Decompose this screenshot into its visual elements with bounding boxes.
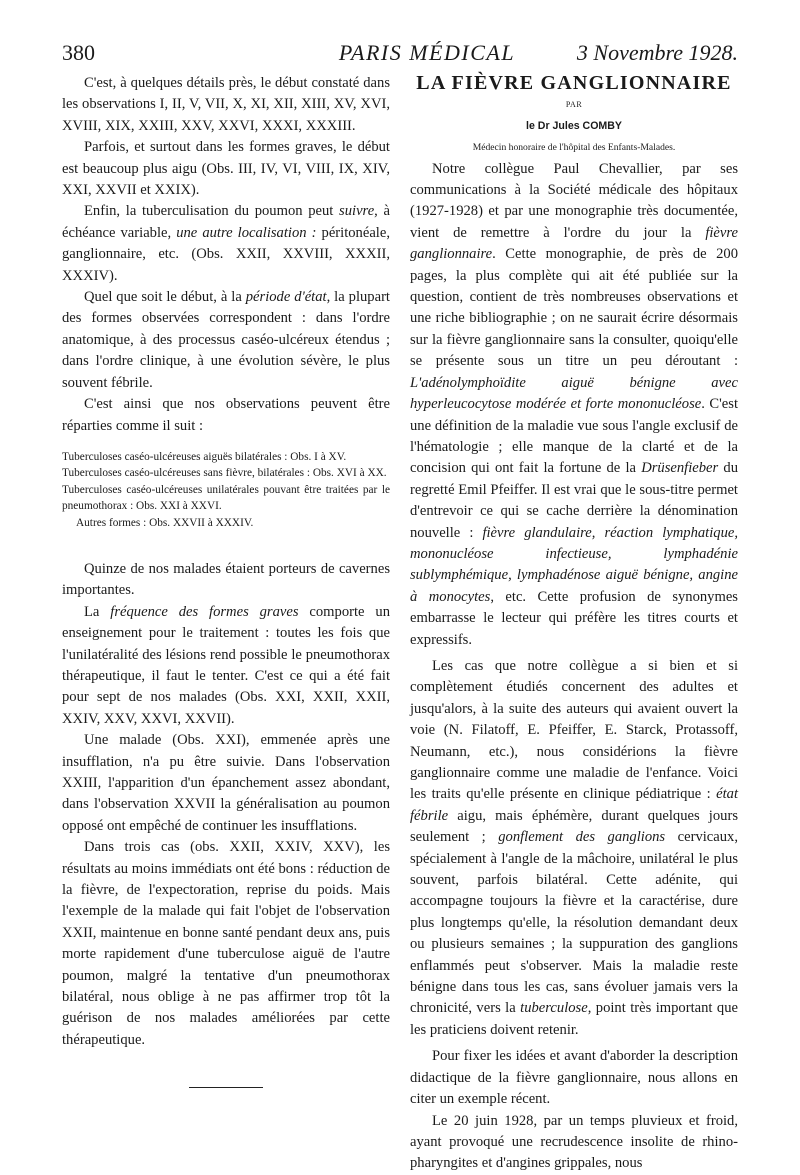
paragraph: Notre collègue Paul Chevallier, par ses communications à la Société médicale des hôpitaux (1927-1928) et par une monographie très documentée, vient de remettre à l'ordre du jour la fièvre ganglionnaire. Cette monographie, de près de 200 pages, la plus complète qui ait été publiée sur la question, contient de très nombreuses observations et une riche bibliographie ; on ne saurait écrire désormais sur la fièvre ganglionnaire sans la consulter, quoiqu'elle se présente sous un titre un peu déroutant : L'adénolymphoïdite aiguë bénigne avec hyperleucocytose modérée et forte mononucléose. C'est une définition de la maladie vue sous l'angle exclusif de l'hématologie ; elle manque de la clarté et de la concision qui ont fait la fortune de la Drüsenfieber du regretté Emil Pfeiffer. Il est vrai que le sous-titre permet d'entrevoir ce qui se cache derrière la dénomination nouvelle : fièvre glandulaire, réaction lymphatique, mononucléose infectieuse, lymphadénie sublymphémique, lymphadénose aiguë bénigne, angine à monocytes, etc. Cette profusion de synonymes embarrasse le lecteur qui préfère les titres courts et expressifs. <box>410 160 739 648</box>
list-item: Autres formes : Obs. XXVII à XXXIV. <box>76 516 254 529</box>
paragraph: Les cas que notre collègue a si bien et si complètement étudiés concernent des adultes et jusqu'alors, à la suite des auteurs qui avaient ouvert la voie (N. Filatoff, E. Pfeiffer, E. Starck, Protassoff, Neumann, etc.), nous considérions la fièvre ganglionnaire comme une maladie de l'enfance. Voici les traits qu'elle présente en clinique pédiatrique : état fébrile aigu, mais éphémère, durant quelques jours seulement ; gonflement des ganglions cervicaux, spécialement à l'angle de la mâchoire, unilatéral le plus souvent, parfois bilatéral. Cette adénite, qui accompagne toujours la fièvre et la caractérise, dure plus longtemps qu'elle, la résolution demandant deux ou plusieurs semaines ; la suppuration des ganglions enflammés peut s'observer. Mais la maladie reste bénigne dans tous les cas, sans évoluer jamais vers la chronicité, vers la tuberculose, point très important que les praticiens doivent retenir. <box>410 657 738 1038</box>
paragraph: C'est, à quelques détails près, le début constaté dans les observations I, II, V, VII, X, XI, XII, XIII, XV, XVI, XVIII, XIX, XXIII, XXV, XXVI, XXXI, XXXIII. <box>62 75 390 134</box>
paragraph: C'est ainsi que nos observations peuvent être réparties comme il suit : <box>62 396 390 434</box>
paragraph: Le 20 juin 1928, par un temps pluvieux et froid, ayant provoqué une recrudescence insolite de rhino-pharyngites et d'angines grippales, nous <box>410 1112 738 1172</box>
paragraph: Dans trois cas (obs. XXII, XXIV, XXV), les résultats au moins immédiats ont été bons : réduction de la fièvre, de l'expectoration, reprise du poids. Mais l'exemple de la malade qui fait l'objet de l'observation XXII, maintenue en bonne santé pendant deux ans, puis morte rapidement d'une tuberculose aiguë de l'autre poumon, malgré la tentative d'un pneumothorax bilatéral, nous oblige à ne pas affirmer trop tôt la guérison de nos malades améliorées par cette thérapeutique. <box>62 839 390 1048</box>
issue-date: 3 Novembre 1928. <box>576 40 738 65</box>
paragraph: Pour fixer les idées et avant d'aborder la description didactique de la fièvre ganglionnaire, nous allons en citer un exemple récent. <box>410 1048 738 1108</box>
paragraph: Quel que soit le début, à la période d'état, la plupart des formes observées correspondent : dans l'ordre anatomique, à des processus caséo-ulcéreux étendus ; dans l'ordre clinique, à une évolution sévère, le plus souvent fébrile. <box>62 289 390 391</box>
list-item: Tuberculoses caséo-ulcéreuses sans fièvre, bilatérales : Obs. XVI à XX. <box>62 467 387 480</box>
author-affiliation: Médecin honoraire de l'hôpital des Enfants-Malades. <box>472 142 676 154</box>
paragraph: Quinze de nos malades étaient porteurs de cavernes importantes. <box>62 560 390 599</box>
page-number: 380 <box>62 40 95 65</box>
list-item: Tuberculoses caséo-ulcéreuses unilatérales pouvant être traitées par le pneumothorax : Obs. XXI à XXVI. <box>62 483 390 513</box>
author-name: le Dr Jules COMBY <box>526 119 622 132</box>
journal-title: PARIS MÉDICAL <box>338 40 516 65</box>
paragraph: Enfin, la tuberculisation du poumon peut suivre, à échéance variable, une autre localisation : péritonéale, ganglionnaire, etc. (Obs. XXII, XXVIII, XXXII, XXXIV). <box>62 203 390 284</box>
paragraph: Une malade (Obs. XXI), emmenée après une insufflation, n'a pu être suivie. Dans l'observation XXIII, l'apparition d'un épanchement assez abondant, dans l'observation XXVII la généralisation au poumon opposé ont empêché de continuer les insufflations. <box>62 732 390 834</box>
right-column <box>410 73 738 1175</box>
paragraph: La fréquence des formes graves comporte un enseignement pour le traitement : toutes les fois que l'unilatéralité des lésions rend possible le pneumothorax thérapeutique, il faut le tenter. C'est ce qui a été fait pour sept de nos malades (Obs. XXI, XXII, XXII, XXIV, XXV, XXVI, XXVII). <box>62 603 390 727</box>
left-column <box>62 73 390 1088</box>
byline-par: PAR <box>565 100 583 110</box>
list-item: Tuberculoses caséo-ulcéreuses aiguës bilatérales : Obs. I à XV. <box>62 450 347 463</box>
paragraph: Parfois, et surtout dans les formes graves, le début est beaucoup plus aigu (Obs. III, IV, VI, VIII, IX, XIV, XXI, XXVII et XXIX). <box>62 139 390 199</box>
observation-list <box>62 449 390 531</box>
section-divider <box>189 1087 263 1088</box>
article-title: LA FIÈVRE GANGLIONNAIRE <box>416 72 732 94</box>
page-header <box>62 40 738 70</box>
